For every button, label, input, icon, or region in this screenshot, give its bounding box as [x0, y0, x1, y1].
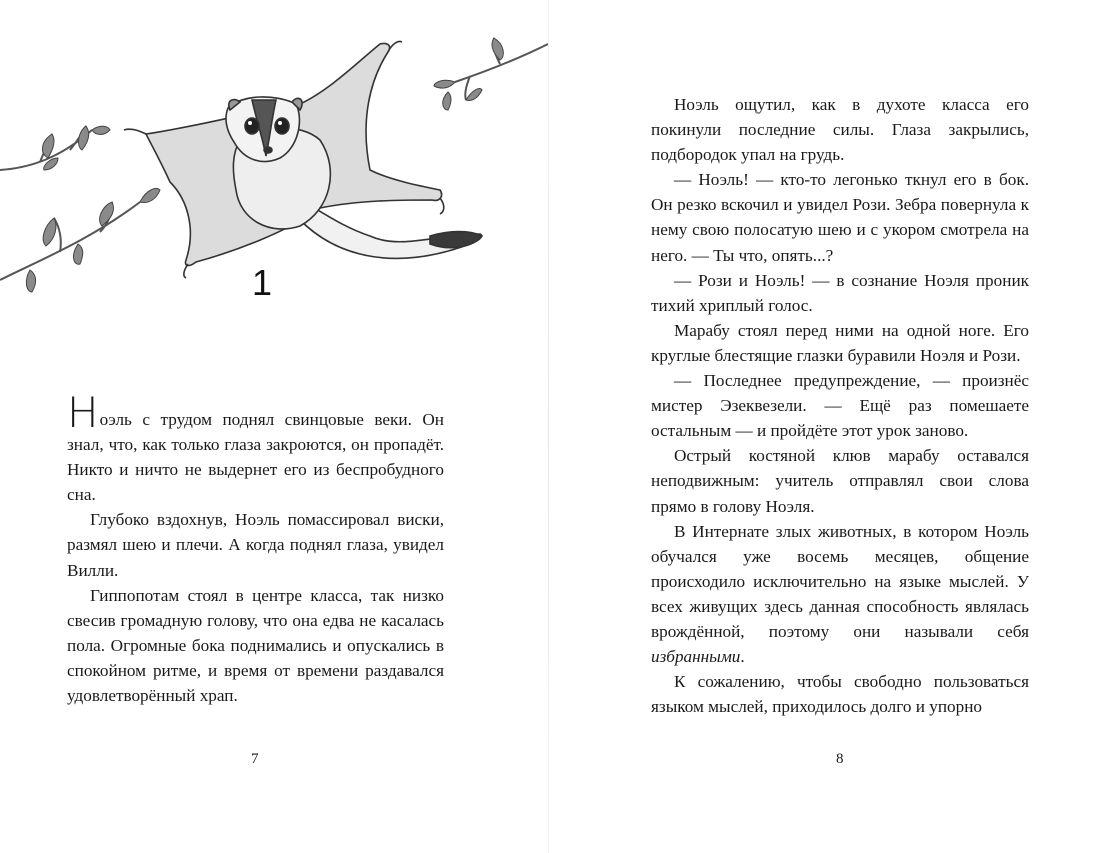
page-number-right: 8 [836, 751, 844, 767]
drop-cap: Н [67, 388, 99, 437]
squirrel-paw-front-left [124, 129, 146, 134]
squirrel-nose [264, 147, 272, 153]
squirrel-paw-back-left [184, 264, 188, 278]
squirrel-left-eye [245, 118, 259, 134]
squirrel-tail [300, 200, 482, 258]
squirrel-tail-tip [430, 232, 482, 248]
paragraph: — Рози и Ноэль! — в сознание Ноэля проник тихий хриплый голос. [651, 270, 1029, 315]
chapter-number: 1 [252, 262, 273, 303]
paragraph: Ноэль с трудом поднял свинцовые веки. Он знал, что, как только глаза закроются, он пропадёт. Никто и ничто не выдернет его из беспробудного сна. [67, 388, 444, 505]
left-page [0, 0, 548, 853]
emphasis-word: избранными [651, 647, 741, 667]
right-branch-leaves [434, 38, 503, 110]
left-branch-lower [0, 202, 140, 280]
paragraph: В Интернате злых животных, в котором Ноэль обучался уже восемь месяцев, общение происходило исключительно на языке мыслей. У всех живущих здесь данная способность являлась врождённой, поэтому они называли себя избранными. [651, 521, 1029, 667]
right-page-text [651, 92, 1029, 719]
left-branch-upper-leaves [42, 126, 110, 170]
left-branch-lower-leaves [26, 189, 160, 293]
paragraph: Гиппопотам стоял в центре класса, так низко свесив громадную голову, что она едва не касалась пола. Огромные бока поднимались и опускались в спокойном ритме, и время от времени раздавался удовлетворённый храп. [67, 585, 444, 706]
paragraph: — Последнее предупреждение, — произнёс мистер Эзеквезели. — Ещё раз помешаете остальным — и пройдёте этот урок заново. [651, 371, 1029, 441]
squirrel [124, 41, 482, 278]
paragraph: Ноэль ощутил, как в духоте класса его покинули последние силы. Глаза закрылись, подбородок упал на грудь. [651, 95, 1029, 165]
paragraph: Глубоко вздохнув, Ноэль помассировал виски, размял шею и плечи. А когда поднял глаза, увидел Вилли. [67, 510, 444, 580]
page-number-left: 7 [251, 751, 259, 767]
flying-squirrel-illustration [0, 30, 548, 310]
paragraph: Острый костяной клюв марабу оставался неподвижным: учитель отправлял свои слова прямо в голову Ноэля. [651, 446, 1029, 516]
left-page-text [67, 388, 444, 708]
squirrel-right-eye [275, 118, 289, 134]
squirrel-paw-back-right [440, 198, 444, 214]
paragraph: К сожалению, чтобы свободно пользоваться языком мыслей, приходилось долго и упорно [651, 672, 1029, 717]
paragraph: — Ноэль! — кто-то легонько ткнул его в бок. Он резко вскочил и увидел Рози. Зебра повернула к нему свою полосатую шею и с укором смотрела на него. — Ты что, опять...? [651, 170, 1029, 265]
right-page [549, 0, 1103, 853]
paragraph: Марабу стоял перед ними на одной ноге. Его круглые блестящие глазки буравили Ноэля и Рози. [651, 320, 1029, 365]
